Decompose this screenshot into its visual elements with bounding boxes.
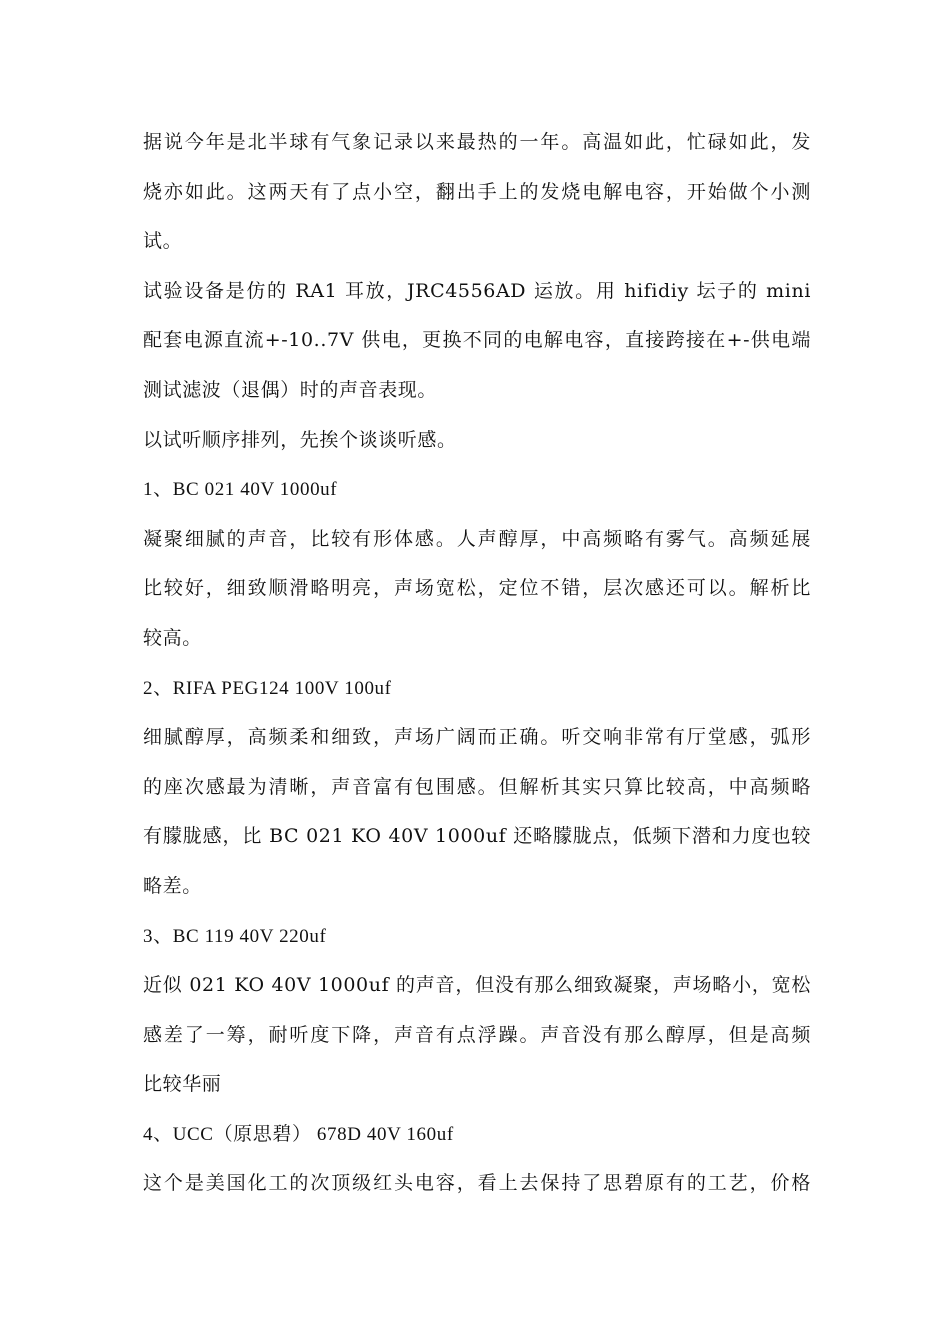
text-line: 以试听顺序排列，先挨个谈谈听感。	[143, 428, 457, 451]
text-line: 试。	[143, 230, 183, 253]
section-heading: 1、BC 021 40V 1000uf	[143, 479, 338, 501]
document-body	[143, 118, 811, 1209]
text-line: 据说今年是北半球有气象记录以来最热的一年。高温如此，忙碌如此，发	[143, 131, 811, 153]
text-line: 近似 021 KO 40V 1000uf 的声音，但没有那么细致凝聚，声场略小，宽松	[143, 974, 811, 997]
text-line: 烧亦如此。这两天有了点小空，翻出手上的发烧电解电容，开始做个小测	[143, 180, 811, 203]
text-line: 配套电源直流+-10..7V 供电，更换不同的电解电容，直接跨接在+-供电端	[143, 329, 811, 352]
text-line: 有朦胧感，比 BC 021 KO 40V 1000uf 还略朦胧点，低频下潜和力度也较	[143, 825, 811, 848]
section-heading: 2、RIFA PEG124 100V 100uf	[143, 677, 392, 699]
section-heading: 3、BC 119 40V 220uf	[143, 925, 327, 947]
text-line: 凝聚细腻的声音，比较有形体感。人声醇厚，中高频略有雾气。高频延展	[143, 527, 811, 550]
text-line: 测试滤波（退偶）时的声音表现。	[143, 378, 438, 401]
text-line: 细腻醇厚，高频柔和细致，声场广阔而正确。听交响非常有厅堂感，弧形	[143, 726, 811, 749]
text-line: 的座次感最为清晰，声音富有包围感。但解析其实只算比较高，中高频略	[143, 775, 811, 798]
text-line: 试验设备是仿的 RA1 耳放，JRC4556AD 运放。用 hifidiy 坛子的 mini	[143, 279, 811, 302]
text-line: 较高。	[143, 626, 202, 649]
section-heading: 4、UCC（原思碧） 678D 40V 160uf	[143, 1123, 454, 1145]
text-line: 这个是美国化工的次顶级红头电容，看上去保持了思碧原有的工艺，价格	[143, 1172, 811, 1195]
text-line: 比较华丽	[143, 1073, 222, 1096]
text-line: 感差了一筹，耐听度下降，声音有点浮躁。声音没有那么醇厚，但是高频	[143, 1023, 811, 1046]
text-line: 比较好，细致顺滑略明亮，声场宽松，定位不错，层次感还可以。解析比	[143, 577, 811, 600]
text-line: 略差。	[143, 874, 202, 897]
